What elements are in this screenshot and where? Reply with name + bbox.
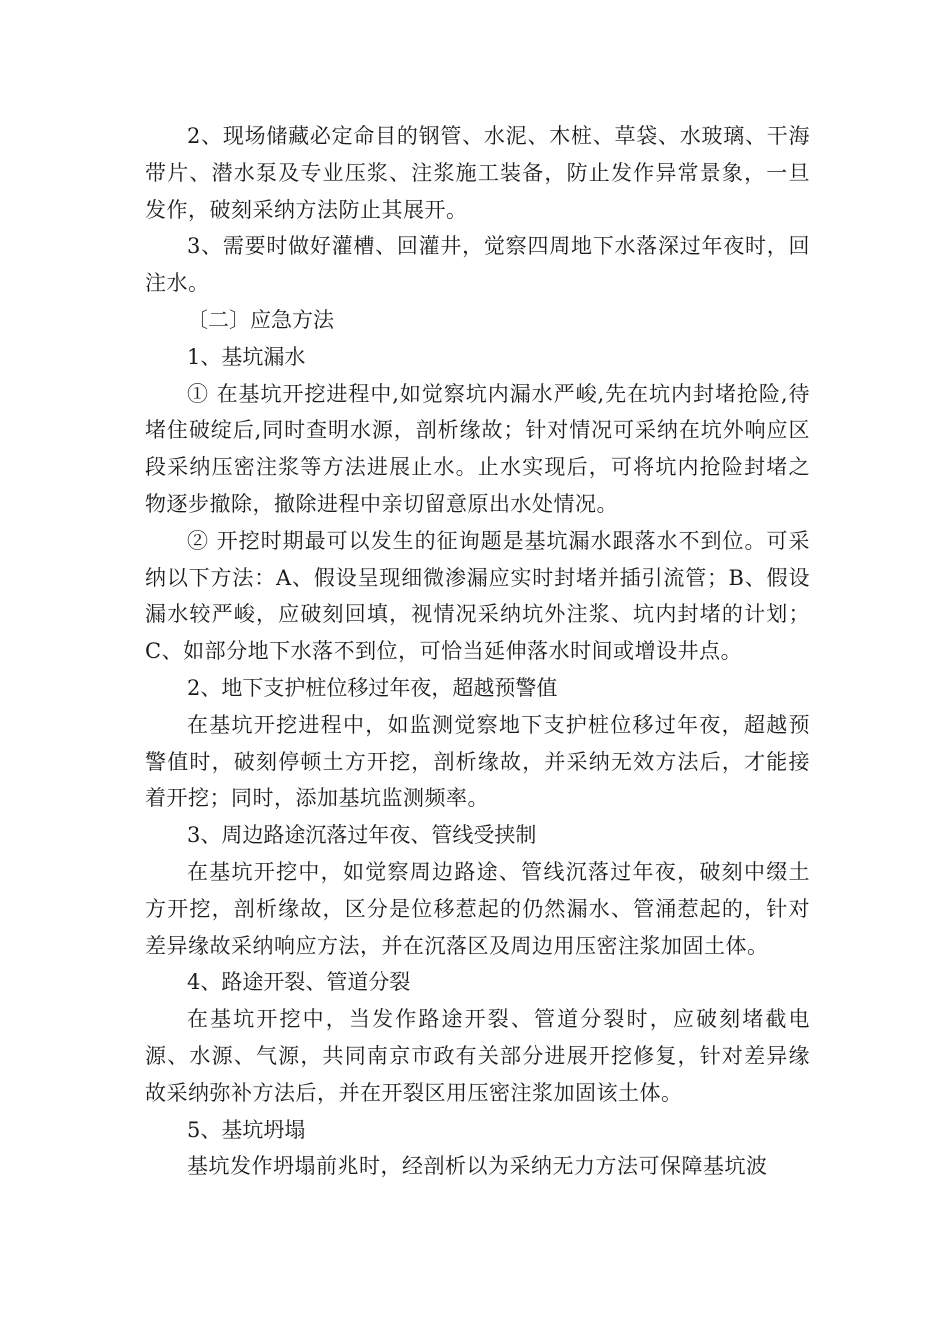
paragraph-pile-displacement: 在基坑开挖进程中，如监测觉察地下支护桩位移过年夜，超越预警值时，破刻停顿土方开挖，剖析缘故，并采纳无效方法后，才能接着开挖；同时，添加基坑监测频率。 (145, 712, 810, 811)
subheading-pile-displacement: 2、地下支护桩位移过年夜，超越预警值 (187, 675, 558, 700)
subheading-pit-leakage: 1、基坑漏水 (187, 344, 306, 369)
paragraph-storage-materials: 2、现场储藏必定命目的钢管、水泥、木桩、草袋、水玻璃、干海带片、潜水泵及专业压浆、注浆施工装备，防止发作异常景象，一旦发作，破刻采纳方法防止其展开。 (145, 124, 810, 222)
section-heading-emergency-measures: 〔二〕应急方法 (187, 307, 334, 332)
document-page (145, 118, 810, 1185)
paragraph-road-cracking: 在基坑开挖中，当发作路途开裂、管道分裂时，应破刻堵截电源、水源、气源，共同南京市政有关部分进展开挖修复，针对差异缘故采纳弥补方法后，并在开裂区用压密注浆加固该土体。 (145, 1007, 810, 1105)
paragraph-leakage-step-2: ② 开挖时期最可以发生的征询题是基坑漏水跟落水不到位。可采纳以下方法：A、假设呈现细微渗漏应实时封堵并插引流管；B、假设漏水较严峻，应破刻回填，视情况采纳坑外注浆、坑内封堵的计划；C、如部分地下水落不到位，可恰当延伸落水时间或增设井点。 (145, 528, 810, 664)
paragraph-road-settlement: 在基坑开挖中，如觉察周边路途、管线沉落过年夜，破刻中缀土方开挖，剖析缘故，区分是位移惹起的仍然漏水、管涌惹起的，针对差异缘故采纳响应方法，并在沉落区及周边用压密注浆加固土体。 (145, 859, 810, 958)
subheading-road-cracking: 4、路途开裂、管道分裂 (187, 970, 411, 995)
subheading-road-settlement: 3、周边路途沉落过年夜、管线受挟制 (187, 823, 537, 848)
paragraph-leakage-step-1: ① 在基坑开挖进程中,如觉察坑内漏水严峻,先在坑内封堵抢险,待堵住破绽后,同时查明水源，剖析缘故；针对情况可采纳在坑外响应区段采纳压密注浆等方法进展止水。止水实现后，可将坑内抢险封堵之物逐步撤除，撤除进程中亲切留意原出水处情况。 (145, 381, 810, 516)
subheading-pit-collapse: 5、基坑坍塌 (187, 1117, 306, 1142)
paragraph-pit-collapse: 基坑发作坍塌前兆时，经剖析以为采纳无力方法可保障基坑波 (187, 1154, 768, 1179)
paragraph-recharge-wells: 3、需要时做好灌槽、回灌井，觉察四周地下水落深过年夜时，回注水。 (145, 234, 810, 296)
